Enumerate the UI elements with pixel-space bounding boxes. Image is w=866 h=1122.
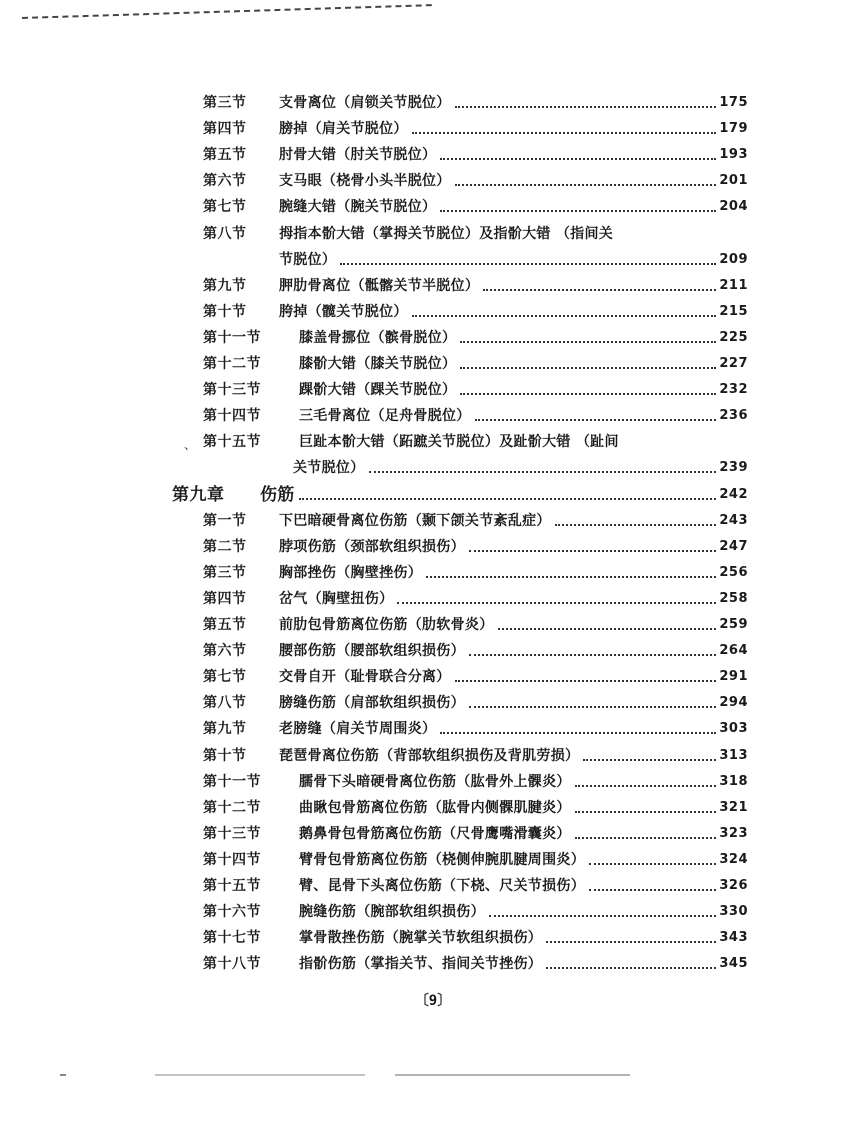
section-label: 第六节 [203,173,247,189]
entry-title: 伤筋 [260,485,295,505]
section-label: 第十一节 [203,774,261,790]
section-label: 第九节 [203,721,247,737]
scan-noise [395,1074,630,1076]
section-label: 第十五节 [203,878,261,894]
page-ref: 326 [719,878,748,893]
dot-leader [589,863,716,865]
section-label: 第十节 [203,748,247,764]
toc-row [203,952,748,976]
toc-row [203,326,748,350]
entry-title: 交骨自开（耻骨联合分离） [279,669,451,685]
toc-row [203,639,748,663]
entry-title: 胛肋骨离位（骶髂关节半脱位） [279,278,480,294]
page-ref: 215 [719,304,748,319]
dot-leader [340,263,716,265]
section-label: 第十节 [203,304,247,320]
dot-leader [299,498,717,500]
page-ref: 321 [719,800,748,815]
dot-leader [498,628,717,630]
dot-leader [469,654,716,656]
section-label: 第七节 [203,199,247,215]
dot-leader [460,341,716,343]
toc-row [203,430,748,454]
dot-leader [575,837,717,839]
entry-title: 肘骨大错（肘关节脱位） [279,147,437,163]
entry-title: 前肋包骨筋离位伤筋（肋软骨炎） [279,617,494,633]
entry-title: 节脱位） [279,252,337,268]
dot-leader [589,889,716,891]
toc-row [203,169,748,193]
scan-noise [155,1074,365,1076]
toc-row [203,926,748,950]
page-ref: 225 [719,330,748,345]
page-ref: 256 [719,565,748,580]
page-ref: 291 [719,669,748,684]
toc-row [203,822,748,846]
dot-leader [575,811,717,813]
entry-title: 腕缝大错（腕关节脱位） [279,199,437,215]
toc-row [203,91,748,115]
toc-row [203,274,748,298]
entry-title: 支骨离位（肩锁关节脱位） [279,95,451,111]
dot-leader [546,941,716,943]
dot-leader [460,367,716,369]
page-ref: 179 [719,121,748,136]
dot-leader [469,550,716,552]
toc-row [203,509,748,533]
page-ref: 236 [719,408,748,423]
section-label: 第六节 [203,643,247,659]
toc-row-continuation [293,456,748,480]
entry-title: 鹅鼻骨包骨筋离位伤筋（尺骨鹰嘴滑囊炎） [299,826,571,842]
page-ref: 211 [719,278,748,293]
page-ref: 209 [719,252,748,267]
entry-title: 关节脱位） [293,460,365,476]
dot-leader [397,602,716,604]
entry-title: 臑骨下头暗硬骨离位伤筋（肱骨外上髁炎） [299,774,571,790]
page-ref: 232 [719,382,748,397]
toc-row [203,848,748,872]
entry-title: 臂、昆骨下头离位伤筋（下桡、尺关节损伤） [299,878,585,894]
dot-leader [412,315,717,317]
section-label: 第十一节 [203,330,261,346]
toc-row [203,535,748,559]
entry-title: 腕缝伤筋（腕部软组织损伤） [299,904,485,920]
toc-row [203,744,748,768]
page-ref: 345 [719,956,748,971]
entry-title: 踝骱大错（踝关节脱位） [299,382,457,398]
page-ref: 258 [719,591,748,606]
toc-row [203,587,748,611]
entry-title: 膝骱大错（膝关节脱位） [299,356,457,372]
entry-title: 三毛骨离位（足舟骨脱位） [299,408,471,424]
page-ref: 323 [719,826,748,841]
entry-title: 岔气（胸壁扭伤） [279,591,394,607]
page-ref: 201 [719,173,748,188]
toc-row [203,665,748,689]
page-ref: 204 [719,199,748,214]
dot-leader [455,680,717,682]
dot-leader [489,915,716,917]
dot-leader [412,132,717,134]
entry-title: 膀缝伤筋（肩部软组织损伤） [279,695,465,711]
page-ref: 247 [719,539,748,554]
page-ref: 294 [719,695,748,710]
section-label: 第八节 [203,226,247,242]
dot-leader [369,471,717,473]
entry-title: 巨趾本骱大错（跖蹠关节脱位）及趾骱大错 （趾间 [299,434,619,450]
section-label: 第十四节 [203,852,261,868]
page-ref: 227 [719,356,748,371]
section-label: 第十三节 [203,382,261,398]
section-label: 第七节 [203,669,247,685]
dot-leader [475,419,717,421]
page-ref: 330 [719,904,748,919]
dot-leader [555,524,717,526]
section-label: 第四节 [203,591,247,607]
dot-leader [483,289,716,291]
dot-leader [440,210,716,212]
entry-title: 指骱伤筋（掌指关节、指间关节挫伤） [299,956,543,972]
dot-leader [440,158,716,160]
toc-row [203,561,748,585]
entry-title: 膝盖骨挪位（髌骨脱位） [299,330,457,346]
entry-title: 胯掉（髋关节脱位） [279,304,408,320]
entry-title: 脖项伤筋（颈部软组织损伤） [279,539,465,555]
dot-leader [469,706,716,708]
toc-chapter-row [172,483,748,507]
toc-row [203,613,748,637]
toc-row [203,300,748,324]
section-label: 第四节 [203,121,247,137]
page-ref: 343 [719,930,748,945]
toc-row [203,900,748,924]
toc-row [203,404,748,428]
entry-title: 拇指本骱大错（掌拇关节脱位）及指骱大错 （指间关 [279,226,614,242]
entry-title: 老膀缝（肩关节周围炎） [279,721,437,737]
page-ref: 264 [719,643,748,658]
section-label: 第十七节 [203,930,261,946]
chapter-label: 第九章 [172,485,225,505]
toc-row [203,717,748,741]
section-label: 第十三节 [203,826,261,842]
section-label: 第八节 [203,695,247,711]
page-ref: 303 [719,721,748,736]
toc-row [203,691,748,715]
margin-mark: 、 [184,438,197,452]
section-label: 第十二节 [203,800,261,816]
toc-row [203,796,748,820]
section-label: 第十六节 [203,904,261,920]
section-label: 第一节 [203,513,247,529]
section-label: 第十二节 [203,356,261,372]
toc-row [203,770,748,794]
page-ref: 243 [719,513,748,528]
toc-row [203,378,748,402]
page-ref: 175 [719,95,748,110]
section-label: 第三节 [203,565,247,581]
toc-row [203,352,748,376]
toc-row [203,195,748,219]
page-number: 〔9〕 [414,993,452,1009]
dot-leader [575,785,717,787]
entry-title: 下巴暗硬骨离位伤筋（颞下颌关节紊乱症） [279,513,551,529]
page-ref: 313 [719,748,748,763]
section-label: 第五节 [203,617,247,633]
entry-title: 琵琶骨离位伤筋（背部软组织损伤及背肌劳损） [279,748,580,764]
dot-leader [426,576,716,578]
dot-leader [546,967,716,969]
entry-title: 掌骨散挫伤筋（腕掌关节软组织损伤） [299,930,543,946]
dot-leader [455,106,717,108]
dot-leader [583,759,716,761]
entry-title: 曲瞅包骨筋离位伤筋（肱骨内侧髁肌腱炎） [299,800,571,816]
page-ref: 193 [719,147,748,162]
toc-row [203,143,748,167]
section-label: 第十四节 [203,408,261,424]
dot-leader [460,393,716,395]
section-label: 第十五节 [203,434,261,450]
toc-row-continuation [279,248,748,272]
entry-title: 臂骨包骨筋离位伤筋（桡侧伸腕肌腱周围炎） [299,852,585,868]
entry-title: 支马眼（桡骨小头半脱位） [279,173,451,189]
toc-row [203,874,748,898]
section-label: 第三节 [203,95,247,111]
section-label: 第二节 [203,539,247,555]
page-ref: 318 [719,774,748,789]
page-ref: 239 [719,460,748,475]
section-label: 第五节 [203,147,247,163]
scan-noise [60,1074,66,1076]
entry-title: 膀掉（肩关节脱位） [279,121,408,137]
entry-title: 胸部挫伤（胸壁挫伤） [279,565,422,581]
page-ref: 324 [719,852,748,867]
page-ref: 259 [719,617,748,632]
toc-row [203,222,748,246]
section-label: 第九节 [203,278,247,294]
section-label: 第十八节 [203,956,261,972]
dot-leader [455,184,717,186]
entry-title: 腰部伤筋（腰部软组织损伤） [279,643,465,659]
toc-row [203,117,748,141]
page-ref: 242 [719,487,748,502]
dot-leader [440,732,716,734]
